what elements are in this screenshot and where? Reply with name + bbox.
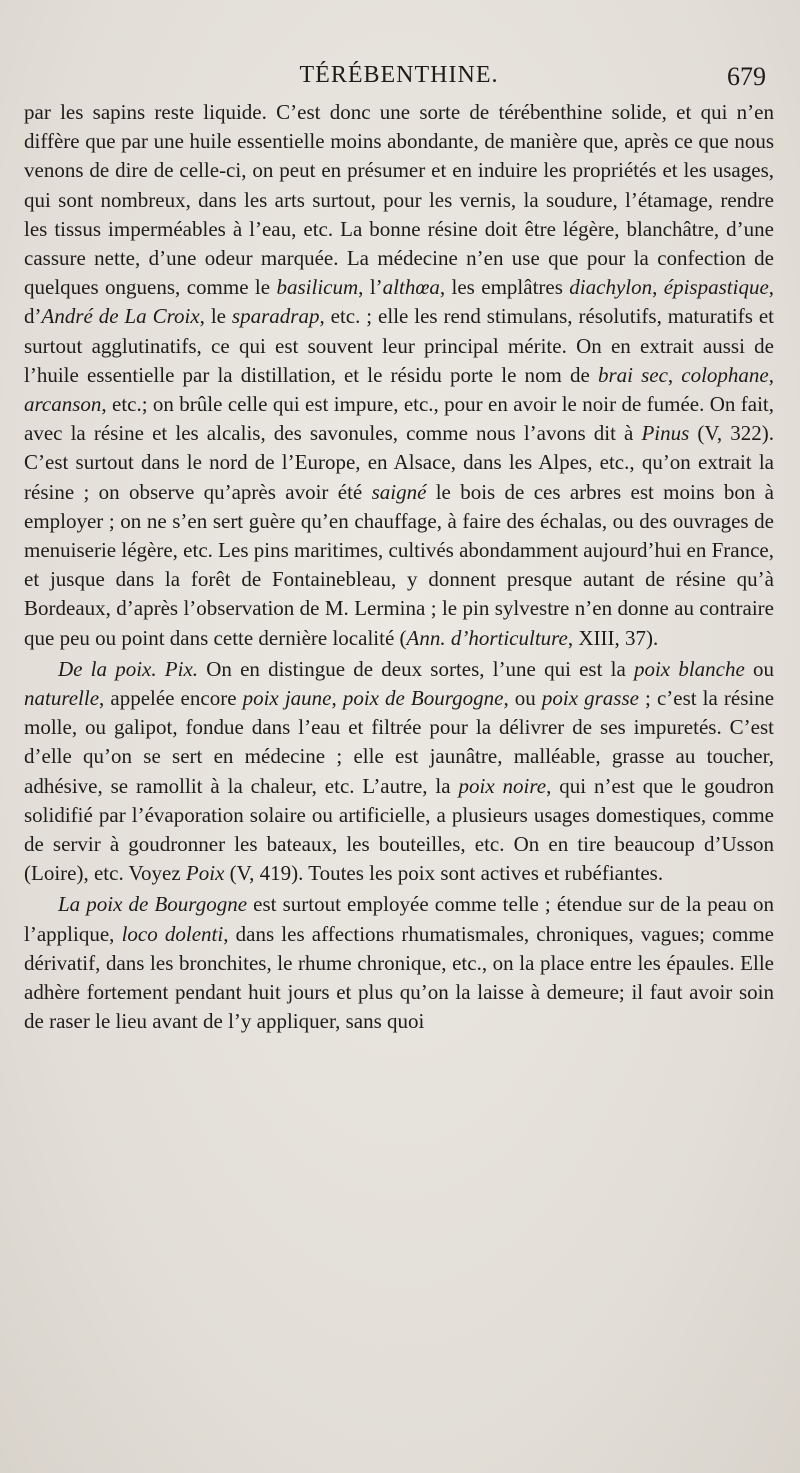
text-run: , etc.; on brûle celle qui est impure, etc., pour en avoir le noir de fumée. On fait, avec la résine et les alcalis, des savonules, comme nous l’avons dit à xyxy=(24,392,774,446)
italic-text-run: poix blanche xyxy=(633,656,745,681)
italic-text-run: basilicum xyxy=(276,275,359,300)
italic-text-run: poix de Bourgogne xyxy=(342,686,504,711)
text-run: , d’ xyxy=(24,275,775,329)
paragraph xyxy=(24,655,774,889)
italic-text-run: Ann. d’horticulture xyxy=(406,625,568,650)
text-run: , le xyxy=(199,304,232,329)
paragraph xyxy=(24,890,774,1036)
italic-text-run: poix jaune xyxy=(242,686,332,711)
text-run: , xyxy=(667,362,682,387)
text-run: le bois de ces arbres est moins bon à employer ; on ne s’en sert guère qu’en chauffage, à faire des échalas, ou des ouvrages de menuiserie légère, etc. Les pins maritimes, cultivés abondamment aujourd’hui en France, et jusque dans la forêt de Fontainebleau, y donnent presque autant de résine qu’à Bordeaux, d’après l’observation de M. Lermina ; le pin sylvestre n’en donne au contraire que peu ou point dans cette dernière localité ( xyxy=(24,479,774,650)
text-run: (V, 419). Toutes les poix sont actives et rubéfiantes. xyxy=(224,861,664,886)
text-run: , qui n’est que le goudron solidifié par l’évaporation solaire ou artificielle, a plusieurs usages domestiques, comme de servir à goudronner les bateaux, les bouteilles, etc. On en tire beaucoup d’Usson (Loire), etc. Voyez xyxy=(24,773,774,886)
page-number: 679 xyxy=(727,62,766,91)
italic-text-run: saigné xyxy=(371,479,427,504)
text-run: , appelée encore xyxy=(99,686,243,711)
italic-text-run: De la poix. Pix. xyxy=(58,656,199,681)
italic-text-run: poix grasse xyxy=(541,686,639,711)
italic-text-run: diachylon xyxy=(569,275,653,300)
text-run: par les sapins reste liquide. C’est donc une sorte de térébenthine solide, et qui n’en diffère que par une huile essentielle moins abondante, de manière que, après ce que nous venons de dire de celle-ci, on peut en présumer et en induire les propriétés et les usages, qui sont nombreux, dans les arts surtout, pour les vernis, la soudure, l’étamage, rendre les tissus imperméables à l’eau, etc. La bonne résine doit être légère, blanchâtre, d’une cassure nette, d’une odeur marquée. La médecine n’en use que pour la confection de quelques onguens, comme le xyxy=(24,100,774,300)
text-run: , xyxy=(768,362,774,387)
italic-text-run: brai sec xyxy=(597,362,668,387)
body-text xyxy=(24,98,774,1037)
italic-text-run: Pinus xyxy=(641,421,690,446)
text-run: , ou xyxy=(503,686,542,711)
italic-text-run: sparadrap xyxy=(231,304,320,329)
text-run: , xyxy=(331,686,343,711)
italic-text-run: poix noire xyxy=(458,773,547,798)
text-run: , dans les affections rhumatismales, chroniques, vagues; comme dérivatif, dans les bronchites, le rhume chronique, etc., on la place entre les épaules. Elle adhère fortement pendant huit jours et plus qu’on la laisse à demeure; il faut avoir soin de raser le lieu avant de l’y appliquer, sans quoi xyxy=(24,921,774,1034)
italic-text-run: épispastique xyxy=(663,275,769,300)
paragraph xyxy=(24,98,774,653)
italic-text-run: naturelle xyxy=(24,686,100,711)
text-run: ; c’est la résine molle, ou galipot, fondue dans l’eau et filtrée pour la délivrer de ses impuretés. C’est d’elle qu’on se sert en médecine ; elle est jaunâtre, malléable, grasse au toucher, adhésive, se ramollit à la chaleur, etc. L’autre, la xyxy=(24,686,775,798)
italic-text-run: loco dolenti xyxy=(121,921,224,946)
italic-text-run: André de La Croix xyxy=(41,304,200,329)
text-run: , l’ xyxy=(358,275,383,300)
text-run: (V, 322). C’est surtout dans le nord de l’Europe, en Alsace, dans les Alpes, etc., qu’on extrait la résine ; on observe qu’après avoir été xyxy=(24,421,774,504)
italic-text-run: colophane xyxy=(681,362,769,387)
page-header xyxy=(24,58,774,98)
text-run: est surtout employée comme telle ; étendue sur de la peau on l’applique, xyxy=(24,892,774,946)
running-title: TÉRÉBENTHINE. xyxy=(299,62,499,88)
text-run: , xyxy=(652,275,664,300)
italic-text-run: althœa xyxy=(382,275,440,300)
text-run: , XIII, 37). xyxy=(567,625,659,650)
italic-text-run: arcanson xyxy=(24,392,102,417)
text-run: ou xyxy=(744,656,774,681)
italic-text-run: La poix de Bourgogne xyxy=(58,892,248,917)
text-run: On en distingue de deux sortes, l’une qui est la xyxy=(198,656,634,681)
italic-text-run: Poix xyxy=(185,861,225,886)
text-run: , les emplâtres xyxy=(439,275,570,300)
text-run: , etc. ; elle les rend stimulans, résolutifs, maturatifs et surtout agglutinatifs, ce qui est souvent leur principal mérite. On en extrait aussi de l’huile essentielle par la distillation, et le résidu porte le nom de xyxy=(24,304,774,387)
